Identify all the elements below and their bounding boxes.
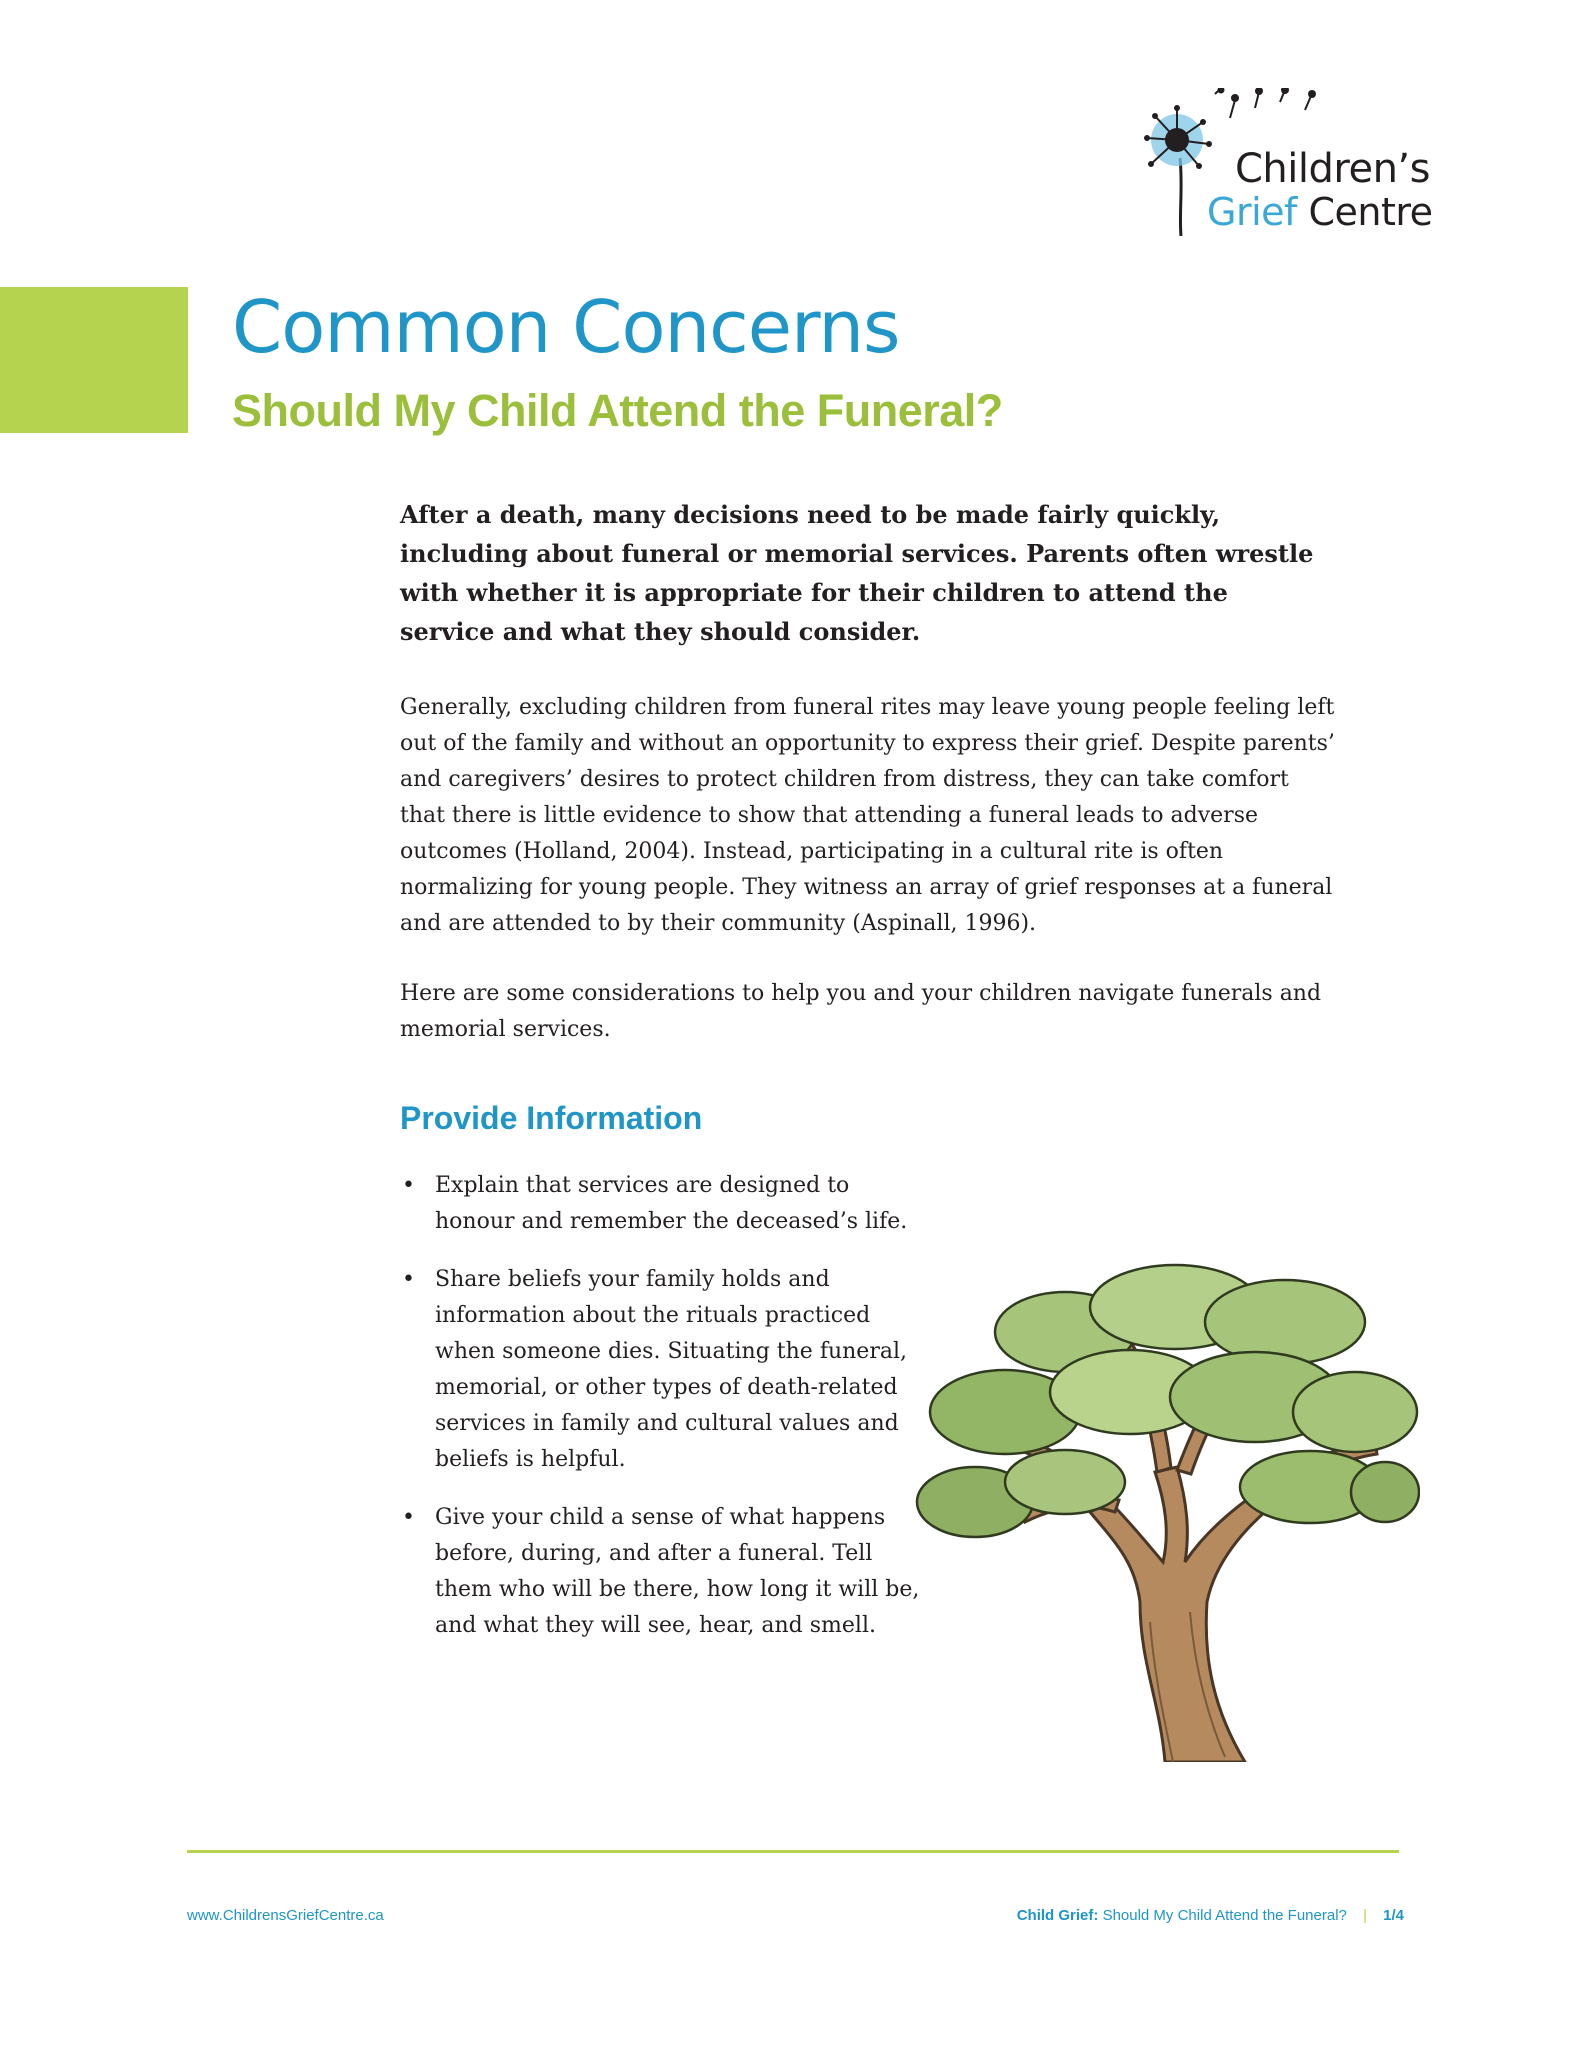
bullet-icon: • (402, 1173, 415, 1198)
footer-website-link[interactable]: www.ChildrensGriefCentre.ca (187, 1907, 384, 1924)
logo-text-grief-centre (1207, 190, 1433, 234)
footer-doc-title: Should My Child Attend the Funeral? (1102, 1907, 1347, 1924)
list-item-text: Explain that services are designed to honour and remember the deceased’s life. (435, 1173, 908, 1234)
footer-separator: | (1363, 1907, 1367, 1924)
body-paragraph: Here are some considerations to help you and your children navigate funerals and memorial services. (400, 981, 1322, 1042)
footer-document-info (1017, 1907, 1404, 1924)
footer-series: Child Grief: (1016, 1907, 1099, 1924)
page-title: Common Concerns (232, 285, 900, 369)
bullet-icon: • (402, 1505, 415, 1530)
logo-text-grief: Grief (1207, 190, 1297, 234)
logo-text-childrens: Children’s (1235, 146, 1430, 192)
accent-block (0, 287, 188, 433)
list-item-text: Give your child a sense of what happens before, during, and after a funeral. Tell them who will be there, how long it will be, and what they will see, hear, and smell. (435, 1505, 920, 1638)
body-paragraph: Generally, excluding children from funeral rites may leave young people feeling left out of the family and without an opportunity to express their grief. Despite parents’ and caregivers’ desires to protect children from distress, they can take comfort that there is little evidence to show that attending a funeral leads to adverse outcomes (Holland, 2004). Instead, participating in a cultural rite is often normalizing for young people. They witness an array of grief responses at a funeral and are attended to by their community (Aspinall, 1996). (400, 695, 1335, 936)
footer-divider (187, 1850, 1399, 1853)
tree-illustration (915, 1262, 1420, 1762)
section-heading: Provide Information (400, 1100, 703, 1136)
list-item (400, 1500, 920, 1644)
page-subtitle: Should My Child Attend the Funeral? (232, 385, 1003, 436)
list-item (400, 1168, 920, 1240)
lead-paragraph: After a death, many decisions need to be made fairly quickly, including about funeral or memorial services. Parents often wrestle with whether it is appropriate for their children to attend the service and what they should consider. (400, 500, 1314, 646)
logo (1135, 88, 1435, 238)
footer-page-number: 1/4 (1383, 1907, 1404, 1924)
logo-text-centre: Centre (1308, 190, 1433, 234)
bullet-list (400, 1168, 920, 1666)
list-item (400, 1262, 920, 1478)
list-item-text: Share beliefs your family holds and information about the rituals practiced when someone dies. Situating the funeral, memorial, or other types of death-related services in family and cultural values and beliefs is helpful. (435, 1267, 907, 1472)
bullet-icon: • (402, 1267, 415, 1292)
